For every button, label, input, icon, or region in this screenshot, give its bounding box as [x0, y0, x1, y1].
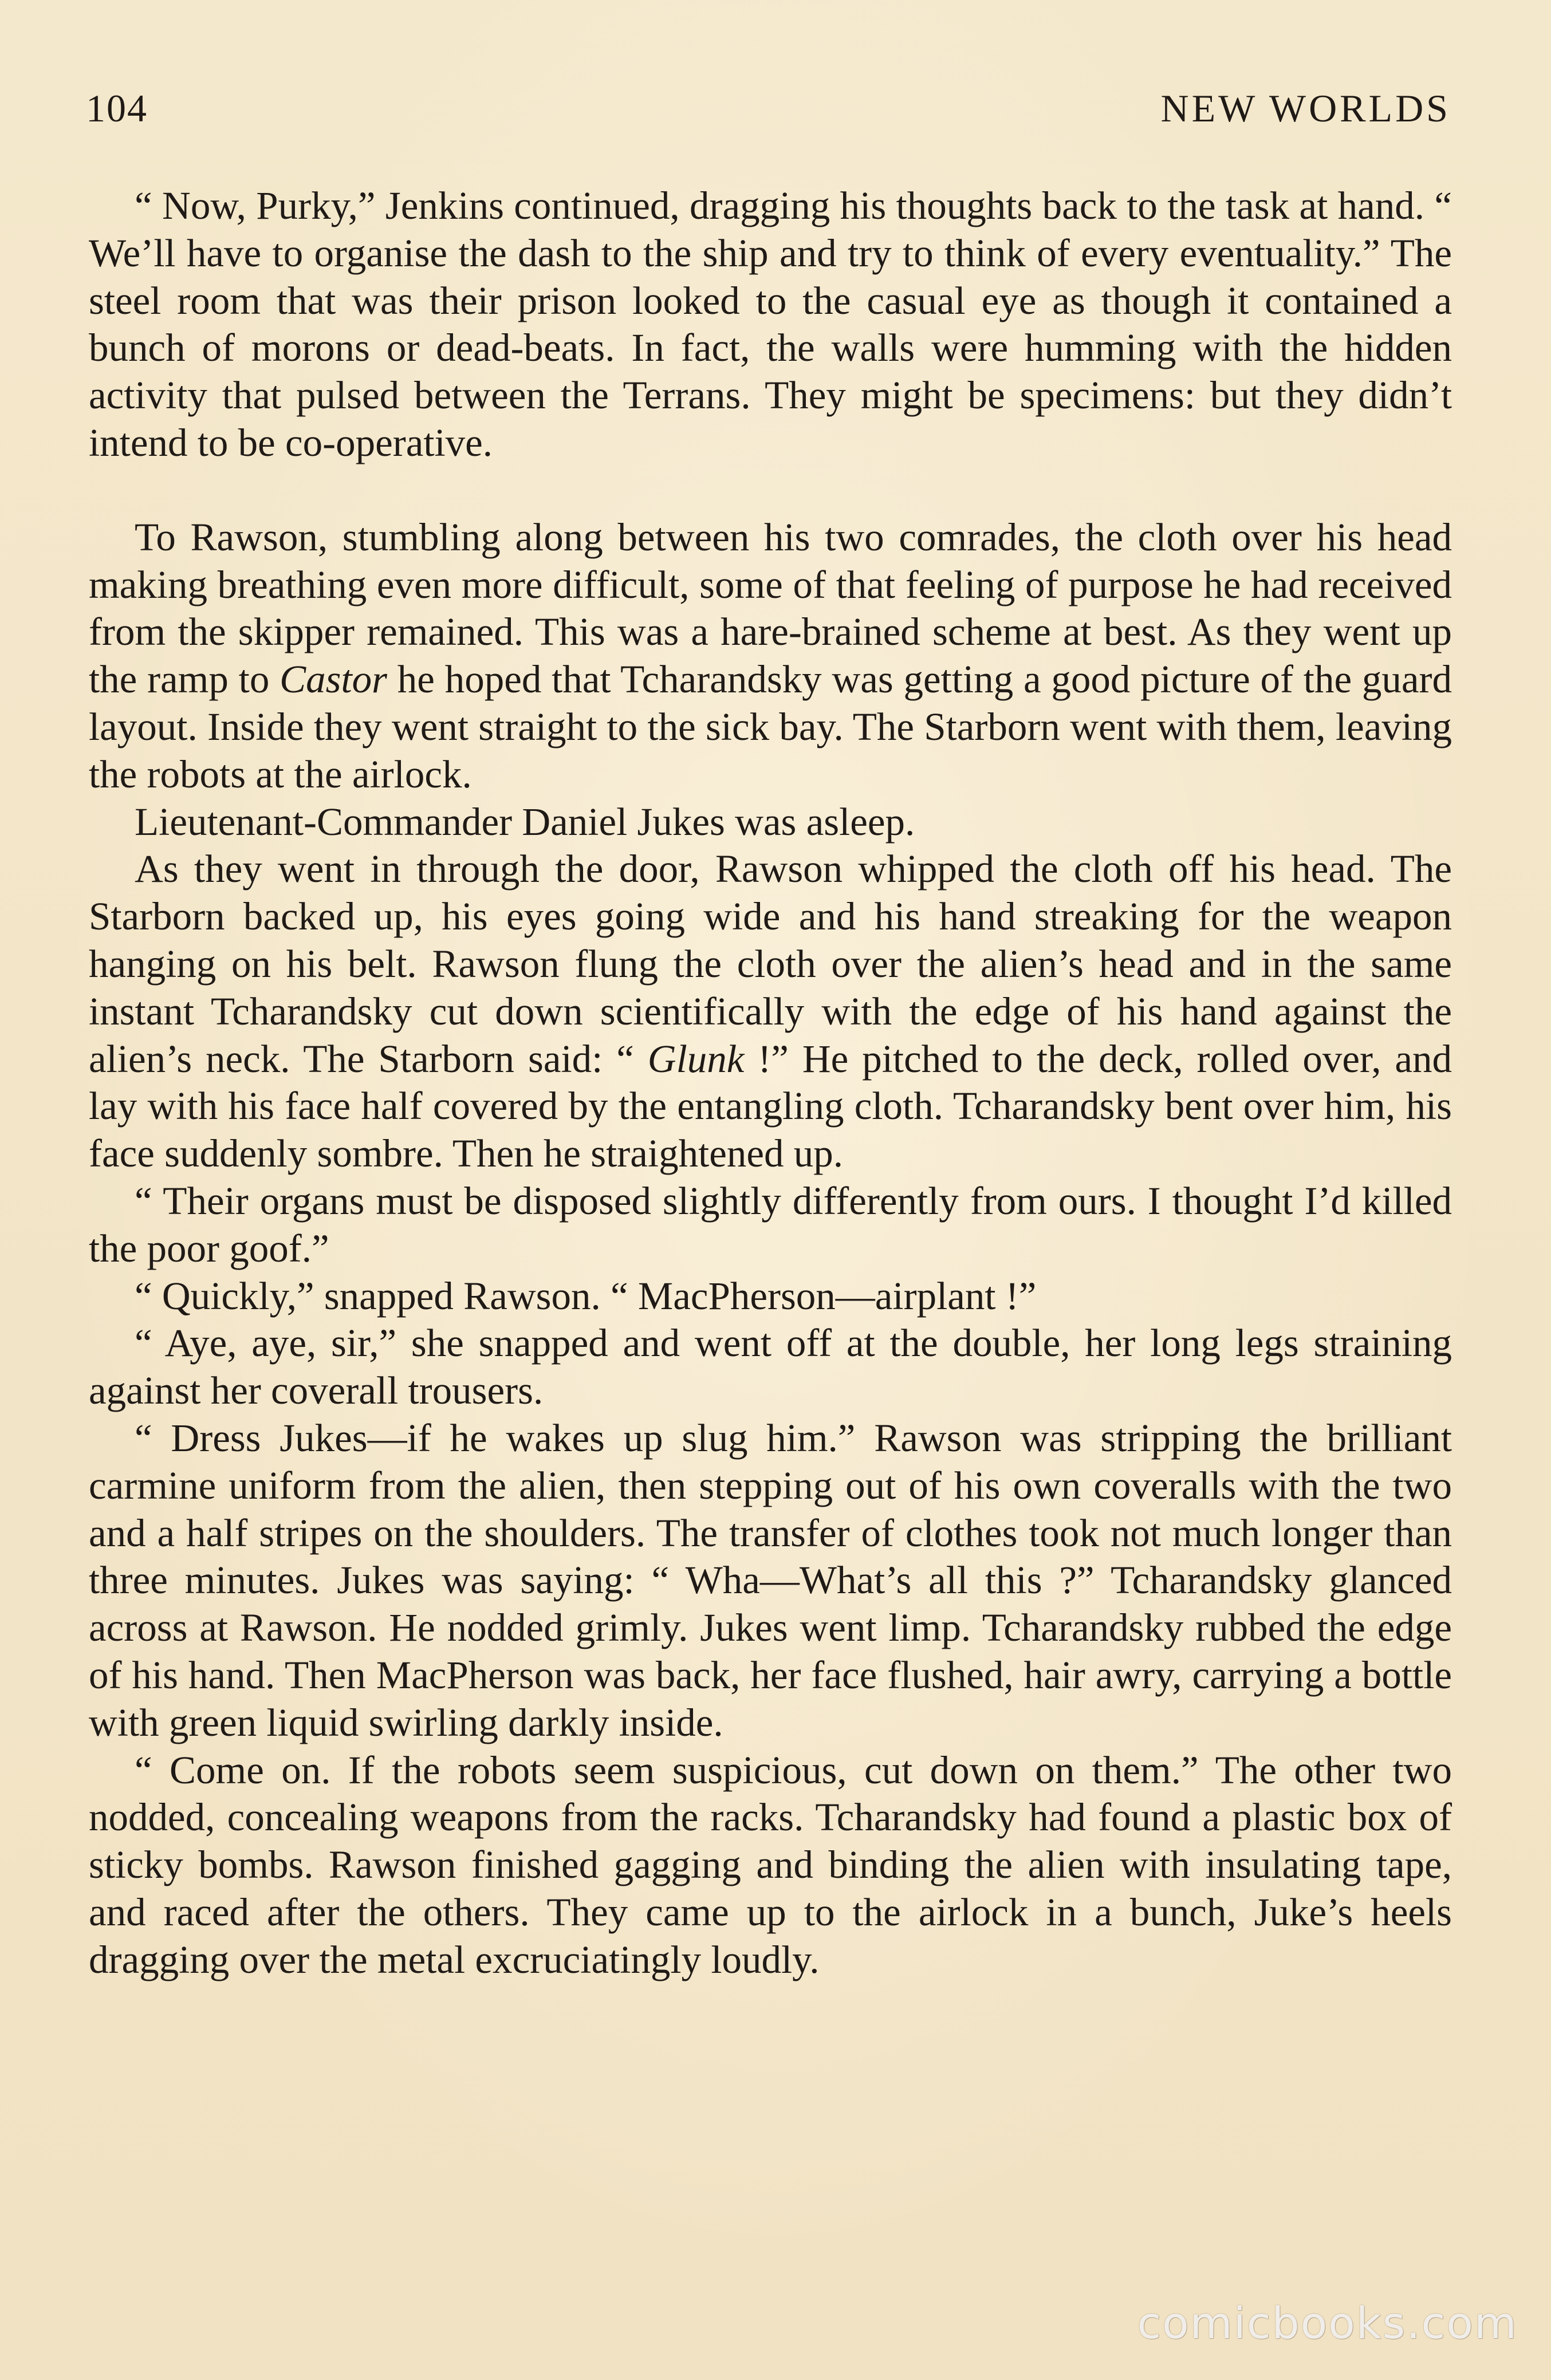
paragraph: As they went in through the door, Rawson whipped the cloth off his head. The Starborn backed up, his eyes going wide and his hand streaking for the weapon hanging on his belt. Rawson flung the cloth over the alien’s head and in the same instant Tcharandsky cut down scientifically with the edge of his hand against the alien’s neck. The Starborn said: “ Glunk !” He pitched to the deck, rolled over, and lay with his face half covered by the entangling cloth. Tcharandsky bent over him, his face suddenly sombre. Then he straightened up.	[89, 847, 1452, 1176]
paragraph: To Rawson, stumbling along between his two comrades, the cloth over his head making breathing even more difficult, some of that feeling of purpose he had received from the skipper remained. This was a hare-brained scheme at best. As they went up the ramp to Castor he hoped that Tcharandsky was getting a good picture of the guard layout. Inside they went straight to the sick bay. The Starborn went with them, leaving the robots at the airlock.	[89, 515, 1452, 796]
paragraph: “ Dress Jukes—if he wakes up slug him.” Rawson was stripping the brilliant carmine uniform from the alien, then stepping out of his own coveralls with the two and a half stripes on the shoulders. The transfer of clothes took not much longer than three minutes. Jukes was saying: “ Wha—What’s all this ?” Tcharandsky glanced across at Rawson. He nodded grimly. Jukes went limp. Tcharandsky rubbed the edge of his hand. Then MacPherson was back, her face flushed, hair awry, carrying a bottle with green liquid swirling darkly inside.	[89, 1416, 1452, 1744]
paragraph: “ Come on. If the robots seem suspicious, cut down on them.” The other two nodded, concealing weapons from the racks. Tcharandsky had found a plastic box of sticky bombs. Rawson finished gagging and binding the alien with insulating tape, and raced after the others. They came up to the airlock in a bunch, Juke’s heels dragging over the metal excruciatingly loudly.	[89, 1748, 1452, 1981]
running-head: NEW WORLDS	[1160, 86, 1451, 130]
page-number: 104	[86, 86, 148, 130]
paragraph: “ Now, Purky,” Jenkins continued, dragging his thoughts back to the task at hand. “ We’ll have to organise the dash to the ship and try to think of every eventuality.” The steel room that was their prison looked to the casual eye as though it contained a bunch of morons or dead-beats. In fact, the walls were humming with the hidden activity that pulsed between the Terrans. They might be specimens: but they didn’t intend to be co-operative.	[89, 184, 1452, 464]
paragraph: “ Their organs must be disposed slightly differently from ours. I thought I’d killed the poor goof.”	[89, 1179, 1452, 1270]
paragraph: Lieutenant-Commander Daniel Jukes was asleep.	[135, 799, 915, 844]
watermark: comicbooks.com	[1137, 2298, 1518, 2349]
paragraph: “ Aye, aye, sir,” she snapped and went off at the double, her long legs straining against her coverall trousers.	[89, 1321, 1452, 1413]
body-text	[89, 182, 1452, 1983]
paragraph: “ Quickly,” snapped Rawson. “ MacPherson—airplant !”	[135, 1274, 1037, 1318]
page-header	[86, 86, 1451, 149]
